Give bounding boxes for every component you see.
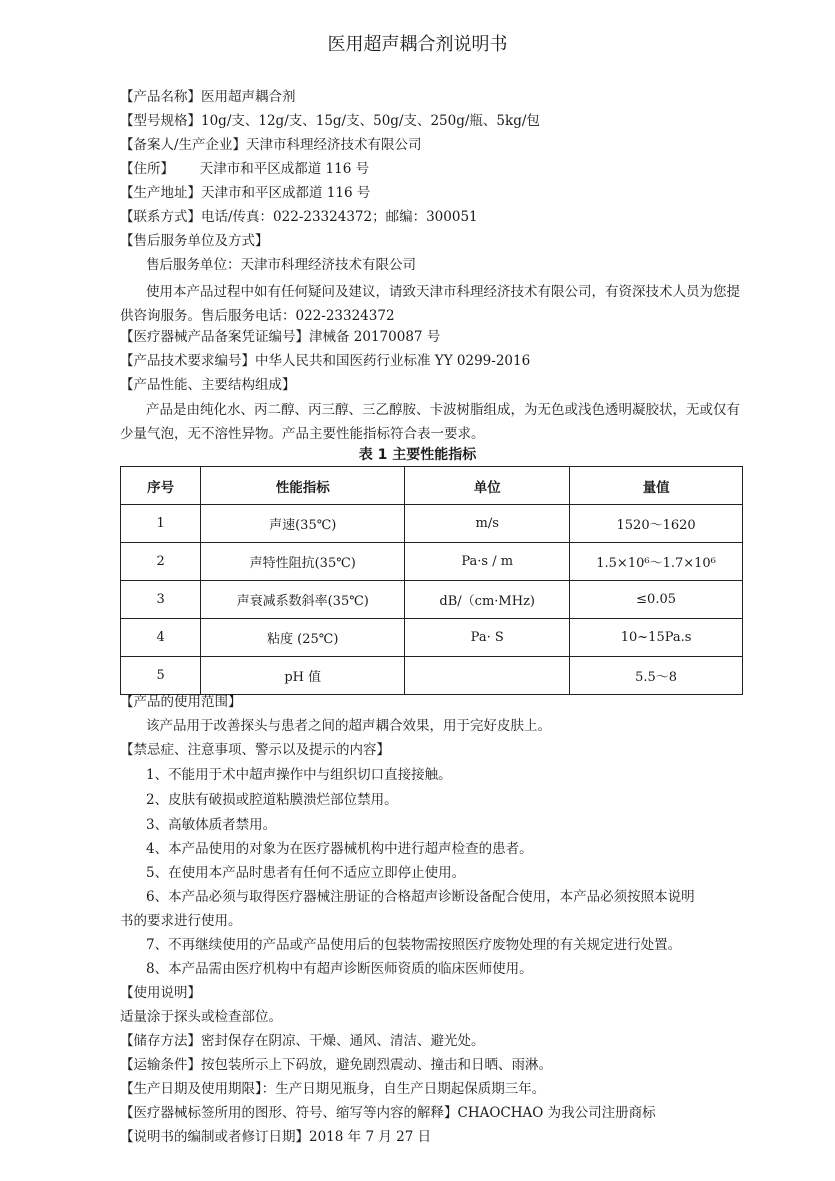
table-cell: 声速(35℃) <box>201 505 405 543</box>
contraindication-item: 8、本产品需由医疗机构中有超声诊断医师资质的临床医师使用。 <box>146 961 533 977</box>
table-cell: pH 值 <box>201 657 405 695</box>
after-sales-paragraph: 使用本产品过程中如有任何疑问及建议，请致天津市科理经济技术有限公司，有资深技术人员为您提供咨询服务。售后服务电话：022-23324372 <box>120 284 740 324</box>
contact-line: 【联系方式】电话/传真：022-23324372；邮编：300051 <box>120 209 478 225</box>
table-cell: 4 <box>121 619 201 657</box>
performance-table <box>120 466 743 695</box>
table-row <box>121 505 743 543</box>
product-name-line: 【产品名称】医用超声耦合剂 <box>120 89 296 105</box>
after-sales-unit: 售后服务单位：天津市科理经济技术有限公司 <box>146 257 416 273</box>
table-cell: ≤0.05 <box>570 581 743 619</box>
storage-line: 【储存方法】密封保存在阴凉、干燥、通风、清洁、避光处。 <box>120 1033 485 1049</box>
document-title: 医用超声耦合剂说明书 <box>327 34 508 55</box>
contraindication-item: 4、本产品使用的对象为在医疗器械机构中进行超声检查的患者。 <box>146 841 533 857</box>
contraindication-item: 3、高敏体质者禁用。 <box>146 817 277 833</box>
table-row <box>121 581 743 619</box>
composition-heading: 【产品性能、主要结构组成】 <box>120 377 296 393</box>
header-cell: 单位 <box>405 467 570 505</box>
address-line: 【住所】 天津市和平区成都道 116 号 <box>120 161 370 177</box>
usage-scope-heading: 【产品的使用范围】 <box>120 694 242 710</box>
revision-date-line: 【说明书的编制或者修订日期】2018 年 7 月 27 日 <box>120 1129 432 1145</box>
table-cell: 5.5～8 <box>570 657 743 695</box>
after-sales-heading: 【售后服务单位及方式】 <box>120 233 269 249</box>
table-cell: 10~15Pa.s <box>570 619 743 657</box>
tech-requirement-line: 【产品技术要求编号】中华人民共和国医药行业标准 YY 0299-2016 <box>120 353 531 369</box>
model-spec-line: 【型号规格】10g/支、12g/支、15g/支、50g/支、250g/瓶、5kg/包 <box>120 113 540 129</box>
registration-number-line: 【医疗器械产品备案凭证编号】津械备 20170087 号 <box>120 329 441 345</box>
table-cell: 1520～1620 <box>570 505 743 543</box>
contraindication-item-continued: 书的要求进行使用。 <box>120 913 242 929</box>
contraindication-item: 2、皮肤有破损或腔道粘膜溃烂部位禁用。 <box>146 792 398 808</box>
header-cell: 量值 <box>570 467 743 505</box>
table-cell: 5 <box>121 657 201 695</box>
header-cell: 序号 <box>121 467 201 505</box>
transport-line: 【运输条件】按包装所示上下码放，避免剧烈震动、撞击和日晒、雨淋。 <box>120 1057 552 1073</box>
contraindication-item: 7、不再继续使用的产品或产品使用后的包装物需按照医疗废物处理的有关规定进行处置。 <box>146 937 682 953</box>
table-row <box>121 657 743 695</box>
table-cell: 3 <box>121 581 201 619</box>
table-caption: 表 1 主要性能指标 <box>358 447 477 463</box>
registrant-line: 【备案人/生产企业】天津市科理经济技术有限公司 <box>120 137 422 153</box>
usage-scope-text: 该产品用于改善探头与患者之间的超声耦合效果，用于完好皮肤上。 <box>146 718 551 734</box>
table-cell: dB/（cm·MHz) <box>405 581 570 619</box>
table-cell: Pa·s / m <box>405 543 570 581</box>
table-cell: 声衰减系数斜率(35℃) <box>201 581 405 619</box>
label-symbols-line: 【医疗器械标签所用的图形、符号、缩写等内容的解释】CHAOCHAO 为我公司注册商标 <box>120 1105 656 1121</box>
composition-paragraph: 产品是由纯化水、丙二醇、丙三醇、三乙醇胺、卡波树脂组成，为无色或浅色透明凝胶状，无或仅有少量气泡，无不溶性异物。产品主要性能指标符合表一要求。 <box>120 402 740 442</box>
instructions-text: 适量涂于探头或检查部位。 <box>120 1009 282 1025</box>
production-address-line: 【生产地址】天津市和平区成都道 116 号 <box>120 185 371 201</box>
header-cell: 性能指标 <box>201 467 405 505</box>
instructions-heading: 【使用说明】 <box>120 985 201 1001</box>
contraindication-item: 1、不能用于术中超声操作中与组织切口直接接触。 <box>146 767 452 783</box>
table-cell: 声特性阻抗(35℃) <box>201 543 405 581</box>
table-cell: 1.5×10⁶～1.7×10⁶ <box>570 543 743 581</box>
contraindication-item: 5、在使用本产品时患者有任何不适应立即停止使用。 <box>146 865 466 881</box>
table-cell: 1 <box>121 505 201 543</box>
table-header-row <box>121 467 743 505</box>
table-cell: 2 <box>121 543 201 581</box>
table-row <box>121 619 743 657</box>
table-row <box>121 543 743 581</box>
contraindications-heading: 【禁忌症、注意事项、警示以及提示的内容】 <box>120 742 390 758</box>
table-cell: m/s <box>405 505 570 543</box>
table-cell: Pa· S <box>405 619 570 657</box>
production-date-line: 【生产日期及使用期限】：生产日期见瓶身，自生产日期起保质期三年。 <box>120 1081 546 1097</box>
table-cell <box>405 657 570 695</box>
table-cell: 粘度 (25℃) <box>201 619 405 657</box>
contraindication-item: 6、本产品必须与取得医疗器械注册证的合格超声诊断设备配合使用，本产品必须按照本说明 <box>146 889 695 905</box>
